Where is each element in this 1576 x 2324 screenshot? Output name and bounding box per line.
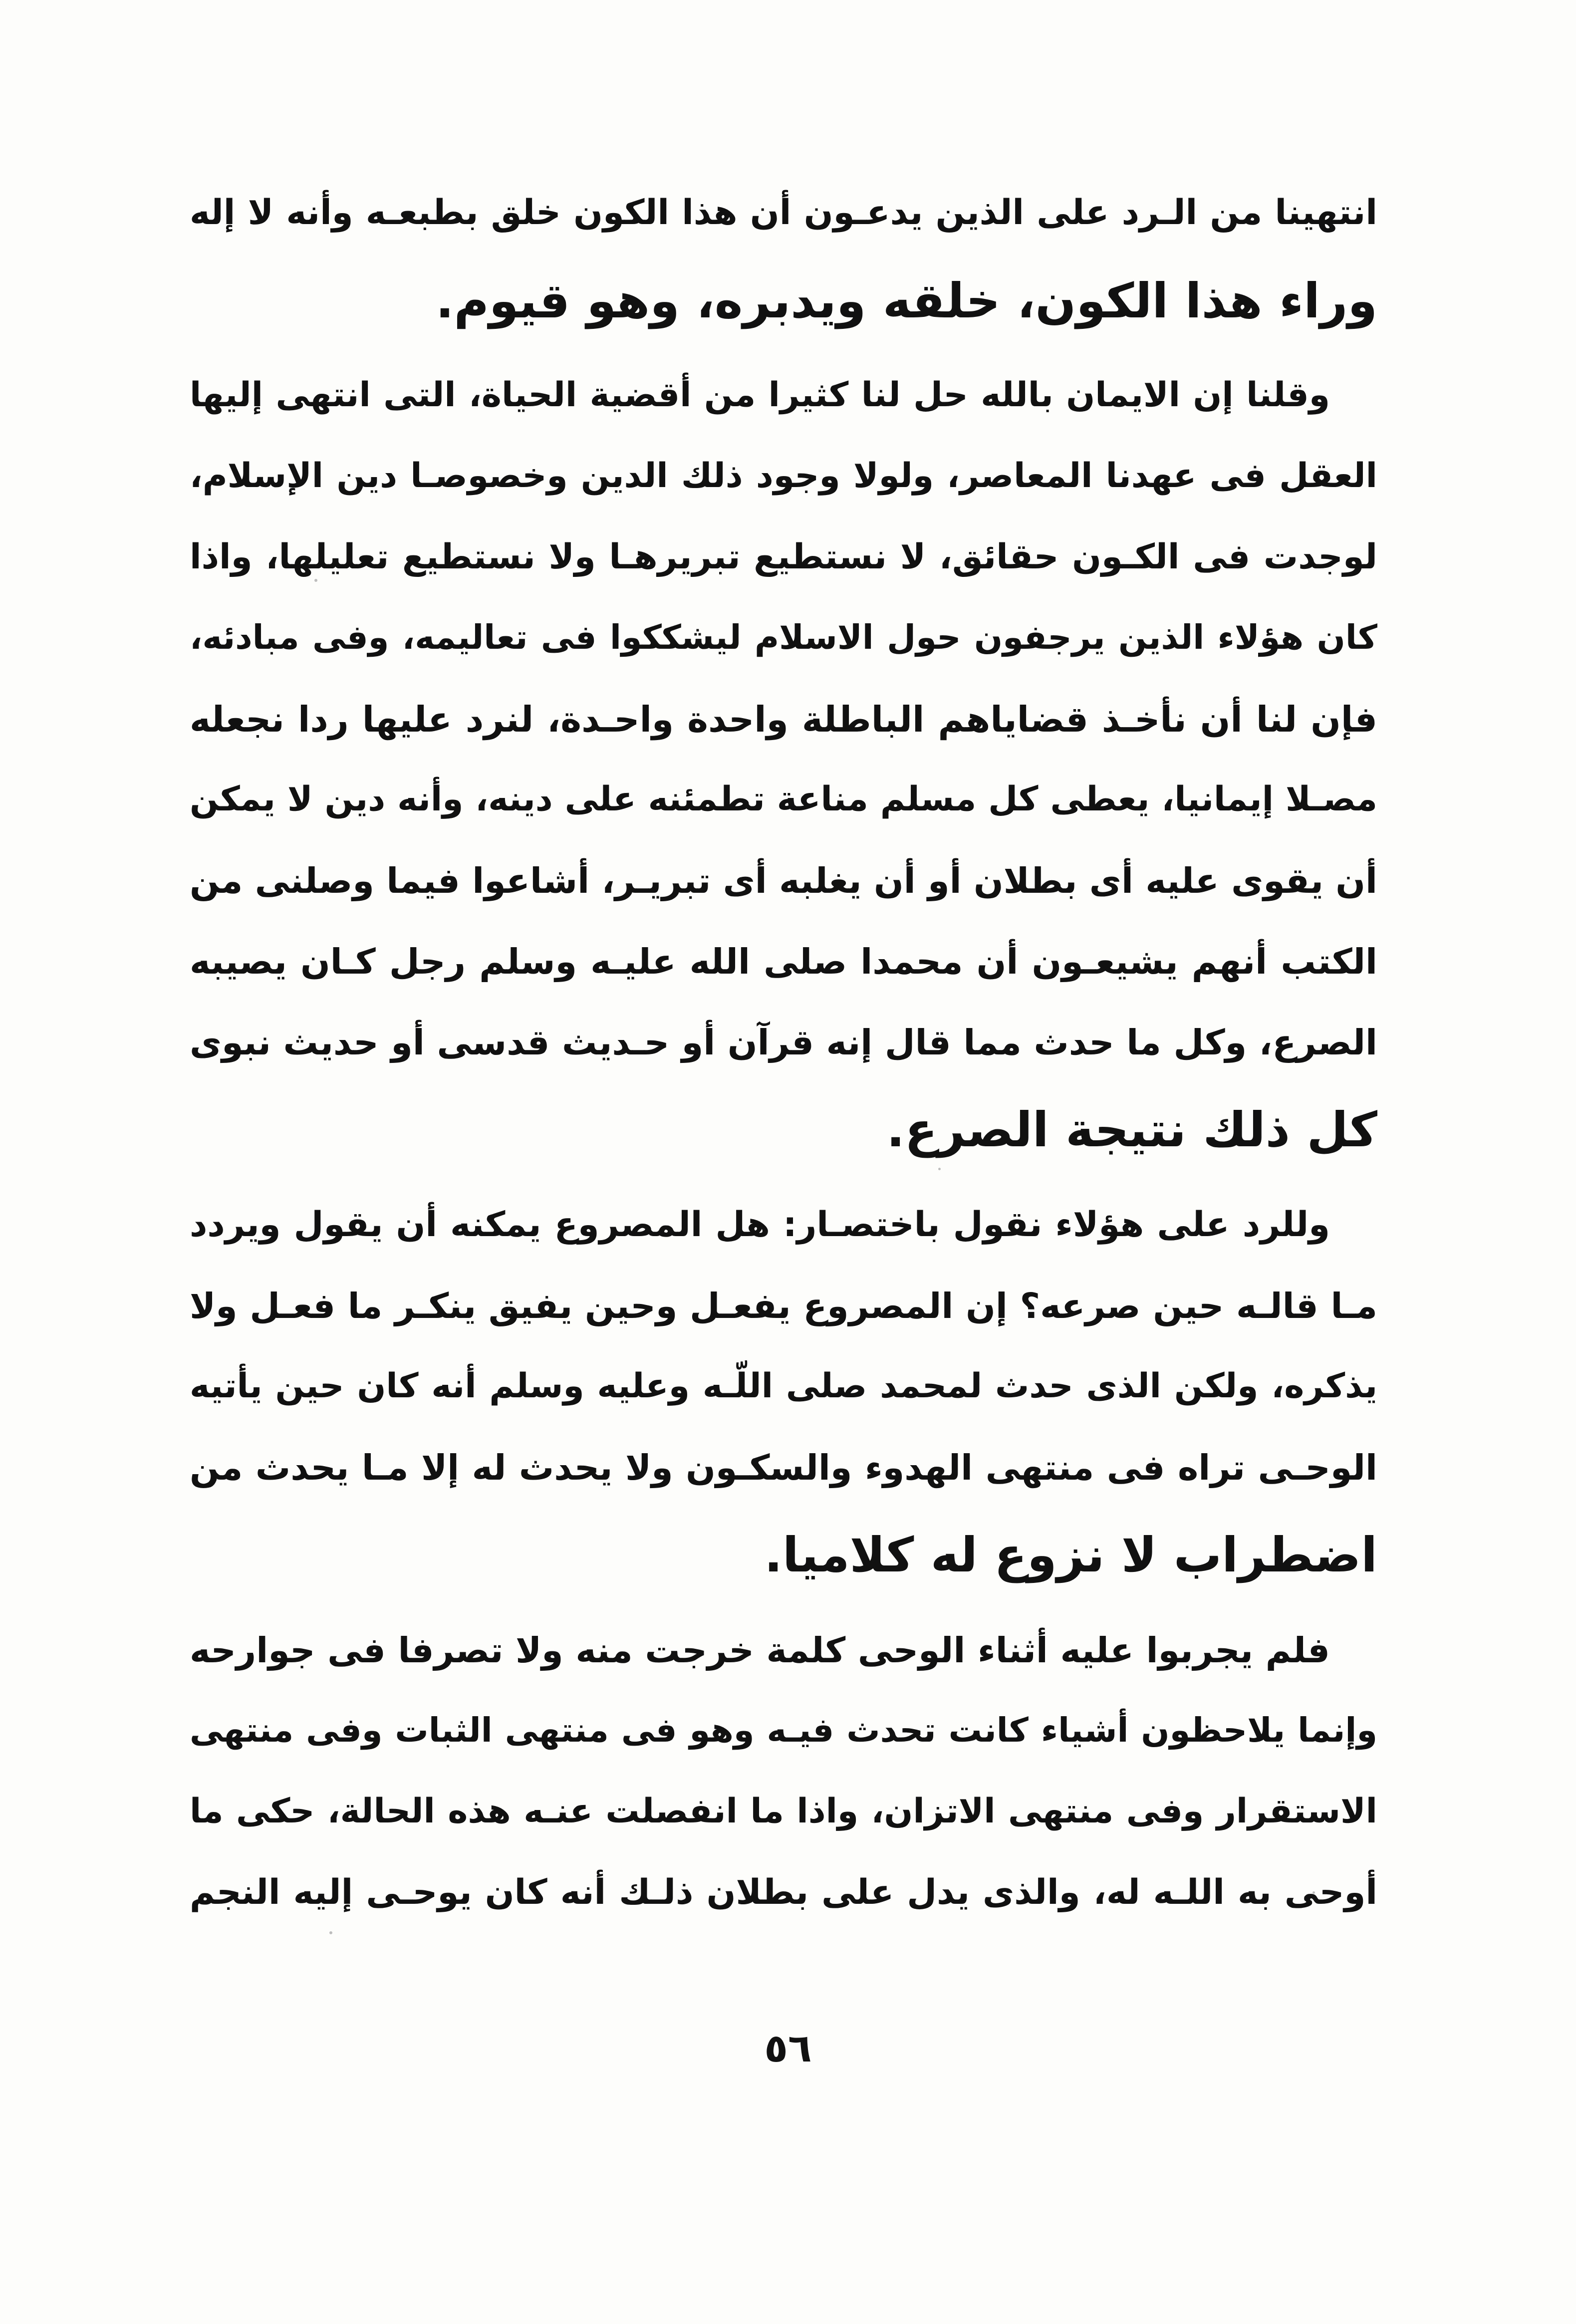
text-line: أن يقوى عليه أى بطلان أو أن يغلبه أى تبريـر، أشاعوا فيما وصلنى من bbox=[190, 860, 1377, 901]
scan-speck bbox=[938, 1168, 941, 1170]
text-line: يذكره، ولكن الذى حدث لمحمد صلى اللّـه وعليه وسلم أنه كان حين يأتيه bbox=[190, 1366, 1377, 1406]
text-line: مصـلا إيمانيا، يعطى كل مسلم مناعة تطمئنه على دينه، وأنه دين لا يمكن bbox=[190, 779, 1377, 819]
text-line: لوجدت فى الكـون حقائق، لا نستطيع تبريرهـا ولا نستطيع تعليلها، واذا bbox=[190, 537, 1377, 577]
text-line: الكتب أنهم يشيعـون أن محمدا صلى الله عليـه وسلم رجل كـان يصيبه bbox=[190, 941, 1377, 982]
text-line: الوحـى تراه فى منتهى الهدوء والسكـون ولا يحدث له إلا مـا يحدث من bbox=[190, 1447, 1377, 1488]
text-line: أوحى به اللـه له، والذى يدل على بطلان ذلـك أنه كان يوحـى إليه النجم bbox=[190, 1872, 1377, 1912]
scan-speck bbox=[329, 1931, 332, 1934]
text-line: كل ذلك نتيجة الصرع. bbox=[886, 1102, 1377, 1158]
scan-speck bbox=[314, 579, 317, 582]
text-line: وقلنا إن الايمان بالله حل لنا كثيرا من أقضية الحياة، التى انتهى إليها bbox=[190, 375, 1330, 415]
text-line: وللرد على هؤلاء نقول باختصـار: هل المصروع يمكنه أن يقول ويردد bbox=[190, 1205, 1330, 1245]
text-line: كان هؤلاء الذين يرجفون حول الاسلام ليشككوا فى تعاليمه، وفى مبادئه، bbox=[190, 618, 1377, 657]
text-line: العقل فى عهدنا المعاصر، ولولا وجود ذلك الدين وخصوصـا دين الإسلام، bbox=[190, 456, 1377, 496]
text-line: اضطراب لا نزوع له كلاميا. bbox=[764, 1527, 1377, 1583]
text-line: وراء هذا الكون، خلقه ويدبره، وهو قيوم. bbox=[436, 273, 1377, 329]
text-line: فلم يجربوا عليه أثناء الوحى كلمة خرجت منه ولا تصرفا فى جوارحه bbox=[190, 1630, 1330, 1671]
text-line: الصرع، وكل ما حدث مما قال إنه قرآن أو حـديث قدسى أو حديث نبوى bbox=[190, 1022, 1377, 1063]
text-line: وإنما يلاحظون أشياء كانت تحدث فيـه وهو فى منتهى الثبات وفى منتهى bbox=[190, 1711, 1377, 1750]
page-number: ٥٦ bbox=[764, 2026, 812, 2071]
text-line: مـا قالـه حين صرعه؟ إن المصروع يفعـل وحين يفيق ينكـر ما فعـل ولا bbox=[190, 1286, 1377, 1326]
text-line: الاستقرار وفى منتهى الاتزان، واذا ما انفصلت عنـه هذه الحالة، حكى ما bbox=[190, 1792, 1377, 1831]
text-line: انتهينا من الـرد على الذين يدعـون أن هذا الكون خلق بطبعـه وأنه لا إله bbox=[190, 193, 1377, 233]
text-line: فإن لنا أن نأخـذ قضاياهم الباطلة واحدة واحـدة، لنرد عليها ردا نجعله bbox=[190, 699, 1377, 740]
